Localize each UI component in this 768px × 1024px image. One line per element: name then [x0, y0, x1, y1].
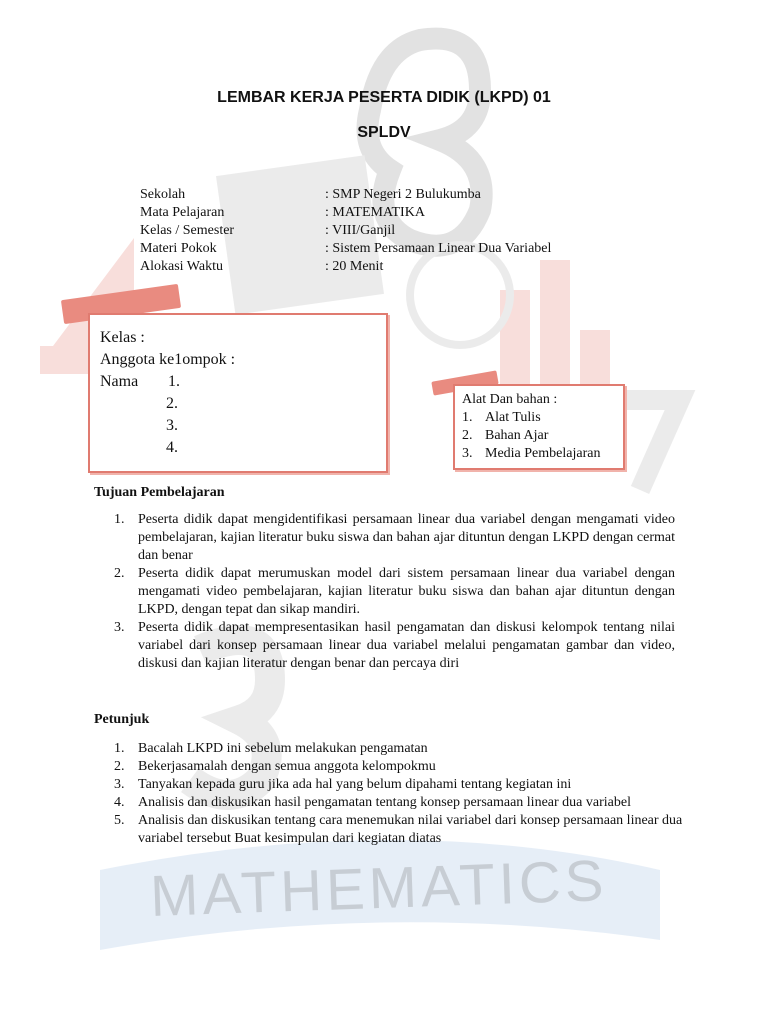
- info-value: : SMP Negeri 2 Bulukumba: [325, 187, 481, 202]
- info-row: [140, 258, 551, 276]
- tools-item-text: Bahan Ajar: [485, 428, 549, 443]
- info-value: : MATEMATIKA: [325, 205, 425, 220]
- list-item-number: 4.: [114, 795, 125, 810]
- list-item: [114, 758, 689, 776]
- nama-label: Nama: [100, 373, 139, 390]
- nama-number: 1.: [168, 373, 180, 390]
- watermark-digit-7: [620, 400, 680, 490]
- info-value: : VIII/Ganjil: [325, 223, 396, 238]
- tools-title: Alat Dan bahan :: [462, 392, 558, 407]
- nama-row: [100, 371, 235, 393]
- list-item-number: 2.: [114, 759, 125, 774]
- watermark-word: MATHEMATICS: [149, 848, 609, 929]
- tools-item-text: Alat Tulis: [485, 410, 541, 425]
- list-item-number: 1.: [114, 741, 125, 756]
- nama-number: 4.: [166, 439, 178, 456]
- info-label: Materi Pokok: [140, 241, 217, 256]
- objectives-heading: Tujuan Pembelajaran: [94, 485, 225, 500]
- list-item-text: Bekerjasamalah dengan semua anggota kelompokmu: [138, 759, 436, 774]
- info-row: [140, 186, 551, 204]
- list-item-text: Peserta didik dapat mengidentifikasi persamaan linear dua variabel dengan mengamati video pembelajaran, kajian literatur buku siswa dan bahan ajar dituntun dengan LKPD dengan cermat dan benar: [138, 512, 675, 563]
- group-box: [88, 313, 388, 473]
- objectives-list: [114, 511, 675, 673]
- list-item-text: Peserta didik dapat mempresentasikan hasil pengamatan dan diskusi kelompok tentang nilai variabel dari konsep persamaan linear dua variabel melalui pengamatan gambar dan video, diskusi dan kajian literatur dengan benar dan percaya diri: [138, 620, 675, 671]
- kelas-label: Kelas :: [100, 329, 145, 346]
- info-label: Sekolah: [140, 187, 186, 202]
- list-item: [114, 565, 675, 619]
- info-value: : Sistem Persamaan Linear Dua Variabel: [325, 241, 552, 256]
- nama-number: 2.: [166, 395, 178, 412]
- list-item: [114, 740, 689, 758]
- instructions-list: [114, 740, 689, 848]
- info-row: [140, 204, 551, 222]
- list-item-number: 3.: [114, 777, 125, 792]
- list-item-number: 2.: [114, 566, 125, 581]
- list-item: [114, 619, 675, 673]
- instructions-heading: Petunjuk: [94, 712, 150, 727]
- info-label: Kelas / Semester: [140, 223, 235, 238]
- list-item: [114, 511, 675, 565]
- tools-item: [462, 409, 600, 427]
- page-title: LEMBAR KERJA PESERTA DIDIK (LKPD) 01: [217, 89, 551, 106]
- watermark-banner: [100, 840, 660, 950]
- list-item-text: Peserta didik dapat merumuskan model dari sistem persamaan linear dua variabel dengan mengamati video pembelajaran, kajian literatur buku siswa dan bahan ajar dituntun dengan LKPD, dengan tepat dan sikap mandiri.: [138, 566, 675, 617]
- list-item-number: 5.: [114, 813, 125, 828]
- info-value: : 20 Menit: [325, 259, 384, 274]
- list-item: [114, 812, 689, 848]
- info-label: Mata Pelajaran: [140, 205, 225, 220]
- list-item-number: 3.: [114, 620, 125, 635]
- tools-item-number: 2.: [462, 428, 473, 443]
- list-item-text: Bacalah LKPD ini sebelum melakukan pengamatan: [138, 741, 428, 756]
- list-item: [114, 776, 689, 794]
- page-subtitle: SPLDV: [357, 124, 411, 141]
- tools-item-number: 1.: [462, 410, 473, 425]
- list-item-text: Tanyakan kepada guru jika ada hal yang belum dipahami tentang kegiatan ini: [138, 777, 572, 792]
- info-row: [140, 240, 551, 258]
- list-item-number: 1.: [114, 512, 125, 527]
- nama-number: 3.: [166, 417, 178, 434]
- tools-item: [462, 445, 600, 463]
- info-table: [140, 186, 551, 276]
- list-item-text: Analisis dan diskusikan tentang cara menemukan nilai variabel dari konsep persamaan linear dua variabel tersebut Buat kesimpulan dari kegiatan diatas: [138, 813, 683, 846]
- list-item: [114, 794, 689, 812]
- info-label: Alokasi Waktu: [140, 259, 223, 274]
- list-item-text: Analisis dan diskusikan hasil pengamatan tentang konsep persamaan linear dua variabel: [138, 795, 631, 810]
- info-row: [140, 222, 551, 240]
- anggota-label: Anggota ke1ompok :: [100, 351, 236, 368]
- tools-item: [462, 427, 600, 445]
- tools-item-text: Media Pembelajaran: [485, 446, 601, 461]
- tools-item-number: 3.: [462, 446, 473, 461]
- tools-box: [453, 384, 625, 470]
